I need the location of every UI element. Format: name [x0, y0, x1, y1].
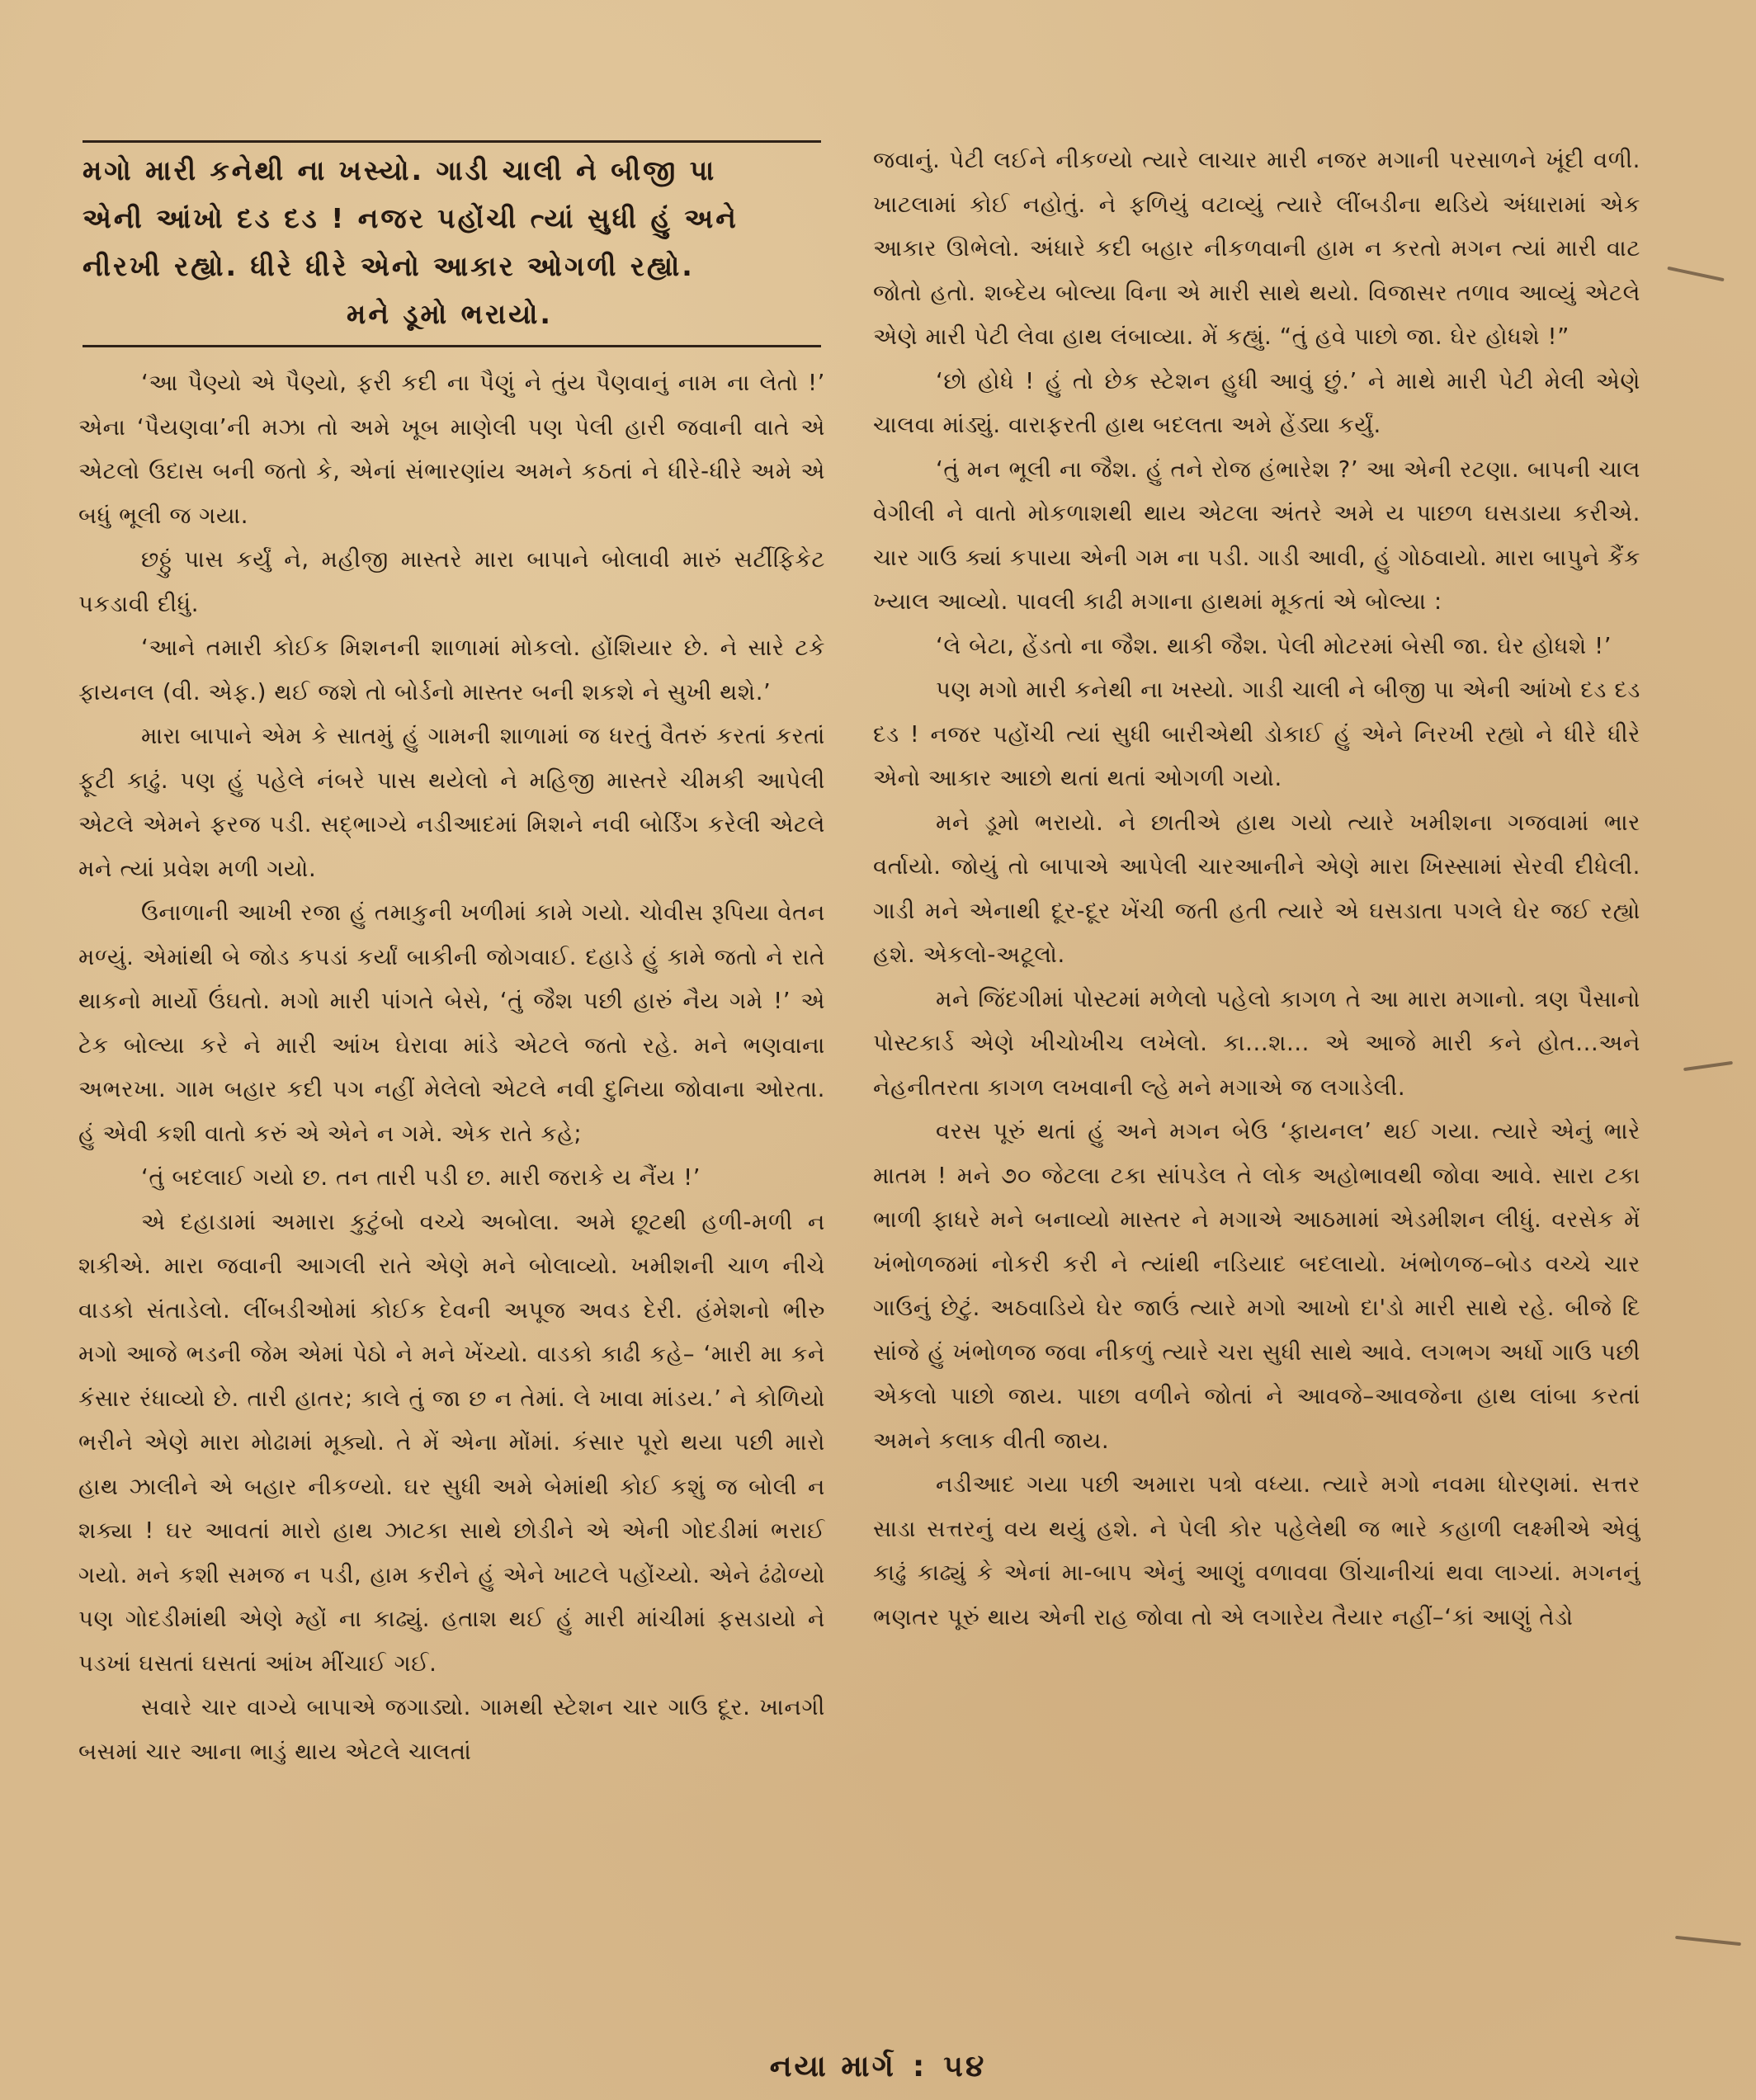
paragraph: મને જિંદગીમાં પોસ્ટમાં મળેલો પહેલો કાગળ તે આ મારા મગાનો. ત્રણ પૈસાનો પોસ્ટકાર્ડ એણે ખીચોખીચ લખેલો. કા...શ... એ આજે મારી કને હોત...અને નેહનીતરતા કાગળ લખવાની લ્હે મને મગાએ જ લગાડેલી. — [873, 985, 1640, 1101]
paragraph: નડીઆદ ગયા પછી અમારા પત્રો વધ્યા. ત્યારે મગો નવમા ધોરણમાં. સત્તર સાડા સત્તરનું વય થયું હશે. ને પેલી કોર પહેલેથી જ ભારે કહાળી લક્ષ્મીએ એવું કાઢું કાઢ્યું કે એનાં મા-બાપ એનું આણું વળાવવા ઊંચાનીચાં થવા લાગ્યાં. મગનનું ભણતર પૂરું થાય એની રાહ જોવા તો એ લગારેય તૈયાર નહીં–‘કાં આણું તેડો — [873, 1471, 1640, 1630]
pull-quote-line: એની આંખો દડ દડ ! નજર પહોંચી ત્યાં સુધી હું અને — [83, 202, 739, 234]
paragraph: ‘છો હોધે ! હું તો છેક સ્ટેશન હુધી આવું છું.’ ને માથે મારી પેટી મેલી એણે ચાલવા માંડ્યું. વારાફરતી હાથ બદલતા અમે હેંડ્યા કર્યું. — [873, 367, 1641, 438]
left-column — [78, 361, 825, 1774]
page-number: ૫૪ — [943, 2050, 987, 2083]
paragraph: વરસ પૂરું થતાં હું અને મગન બેઉ ‘ફાયનલ’ થઈ ગયા. ત્યારે એનું ભારે માતમ ! મને ૭૦ જેટલા ટકા સાંપડેલ તે લોક અહોભાવથી જોવા આવે. સારા ટકા ભાળી ફાધરે મને બનાવ્યો માસ્તર ને મગાએ આઠમામાં એડમીશન લીધું. વરસેક મેં ખંભોળજમાં નોકરી કરી ને ત્યાંથી નડિયાદ બદલાયો. ખંભોળજ–બોડ વચ્ચે ચાર ગાઉનું છેટું. અઠવાડિયે ઘેર જાઉં ત્યારે મગો આખો દા'ડો મારી સાથે રહે. બીજે દિ સાંજે હું ખંભોળજ જવા નીકળું ત્યારે ચરા સુધી સાથે આવે. લગભગ અર્ધો ગાઉ પછી એકલો પાછો જાય. પાછા વળીને જોતાં ને આવજે–આવજેના હાથ લાંબા કરતાં અમને કલાક વીતી જાય. — [873, 1118, 1640, 1454]
paragraph: મને ડૂમો ભરાયો. ને છાતીએ હાથ ગયો ત્યારે ખમીશના ગજવામાં ભાર વર્તાયો. જોયું તો બાપાએ આપેલી ચારઆનીને એણે મારા ખિસ્સામાં સેરવી દીધેલી. ગાડી મને એનાથી દૂર-દૂર ખેંચી જતી હતી ત્યારે એ ઘસડાતા પગલે ઘેર જઈ રહ્યો હશે. એકલો-અટૂલો. — [873, 809, 1640, 968]
magazine-name: નયા માર્ગ — [769, 2050, 896, 2083]
paper-tear-mark — [1683, 1061, 1733, 1071]
paragraph: એ દહાડામાં અમારા કુટુંબો વચ્ચે અબોલા. અમે છૂટથી હળી-મળી ન શકીએ. મારા જવાની આગલી રાતે એણે મને બોલાવ્યો. ખમીશની ચાળ નીચે વાડકો સંતાડેલો. લીંબડીઓમાં કોઈક દેવની અપૂજ અવડ દેરી. હંમેશનો ભીરુ મગો આજે ભડની જેમ એમાં પેઠો ને મને ખેંચ્યો. વાડકો કાઢી કહે– ‘મારી મા કને કંસાર રંધાવ્યો છે. તારી હાતર; કાલે તું જા છ ન તેમાં. લે ખાવા માંડય.’ ને કોળિયો ભરીને એણે મારા મોઢામાં મૂક્યો. તે મેં એના મોંમાં. કંસાર પૂરો થયા પછી મારો હાથ ઝાલીને એ બહાર નીકળ્યો. ઘર સુધી અમે બેમાંથી કોઈ કશું જ બોલી ન શક્યા ! ઘર આવતાં મારો હાથ ઝાટકા સાથે છોડીને એ એની ગોદડીમાં ભરાઈ ગયો. મને કશી સમજ ન પડી, હામ કરીને હું એને ખાટલે પહોંચ્યો. એને ઢંઢોળ્યો પણ ગોદડીમાંથી એણે મ્હોં ના કાઢ્યું. હતાશ થઈ હું મારી માંચીમાં ફસડાયો ને પડખાં ઘસતાં ઘસતાં આંખ મીંચાઈ ગઈ. — [78, 1208, 825, 1677]
paragraph: મારા બાપાને એમ કે સાતમું હું ગામની શાળામાં જ ધરતું વૈતરું કરતાં કરતાં ફૂટી કાઢું. પણ હું પહેલે નંબરે પાસ થયેલો ને મહિજી માસ્તરે ચીમકી આપેલી એટલે એમને ફરજ પડી. સદ્‌ભાગ્યે નડીઆદમાં મિશને નવી બોર્ડિંગ કરેલી એટલે મને ત્યાં પ્રવેશ મળી ગયો. — [78, 723, 825, 882]
paragraph: ‘તું બદલાઈ ગયો છ. તન તારી પડી છ. મારી જરાકે ય નૈંય !’ — [141, 1164, 701, 1191]
paper-tear-mark — [1675, 1936, 1741, 1946]
paper-tear-mark — [1667, 267, 1724, 281]
paragraph: પણ મગો મારી કનેથી ના ખસ્યો. ગાડી ચાલી ને બીજી પા એની આંખો દડ દડ દડ ! નજર પહોંચી ત્યાં સુધી બારીએથી ડોકાઈ હું એને નિરખી રહ્યો ને ધીરે ધીરે એનો આકાર આછો થતાં થતાં ઓગળી ગયો. — [873, 677, 1640, 791]
pull-quote-bottom-rule — [83, 345, 821, 347]
paragraph: ‘આને તમારી કોઈક મિશનની શાળામાં મોકલો. હોંશિયાર છે. ને સારે ટકે ફાયનલ (વી. એફ.) થઈ જશે તો બોર્ડનો માસ્તર બની શકશે ને સુખી થશે.’ — [78, 635, 825, 706]
footer-separator: : — [912, 2050, 928, 2083]
paragraph: ઉનાળાની આખી રજા હું તમાકુની ખળીમાં કામે ગયો. ચોવીસ રૂપિયા વેતન મળ્યું. એમાંથી બે જોડ કપડાં કર્યાં બાકીની જોગવાઈ. દહાડે હું કામે જતો ને રાતે થાકનો માર્યો ઉંઘતો. મગો મારી પાંગતે બેસે, ‘તું જૈશ પછી હારું નૈય ગમે !’ એ ટેક બોલ્યા કરે ને મારી આંખ ઘેરાવા માંડે એટલે જતો રહે. મને ભણવાના અભરખા. ગામ બહાર કદી પગ નહીં મેલેલો એટલે નવી દુનિયા જોવાના ઓરતા. હું એવી કશી વાતો કરું એ એને ન ગમે. એક રાતે કહે; — [78, 899, 825, 1147]
paragraph: છઠ્ઠું પાસ કર્યું ને, મહીજી માસ્તરે મારા બાપાને બોલાવી મારું સર્ટીફિકેટ પકડાવી દીધું. — [78, 546, 825, 617]
paragraph: ‘લે બેટા, હેંડતો ના જૈશ. થાકી જૈશ. પેલી મોટરમાં બેસી જા. ઘેર હોધશે !’ — [936, 632, 1612, 659]
right-column — [873, 139, 1640, 1640]
pull-quote-line: નીરખી રહ્યો. ધીરે ધીરે એનો આકાર ઓગળી રહ્યો. — [83, 250, 695, 282]
page-footer — [0, 2050, 1756, 2084]
pull-quote-top-rule — [83, 140, 821, 143]
pull-quote-line: મગો મારી કનેથી ના ખસ્યો. ગાડી ચાલી ને બીજી પા — [83, 154, 717, 186]
paragraph: સવારે ચાર વાગ્યે બાપાએ જગાડ્યો. ગામથી સ્ટેશન ચાર ગાઉ દૂર. ખાનગી બસમાં ચાર આના ભાડું થાય એટલે ચાલતાં — [78, 1694, 825, 1765]
paragraph: ‘આ પૈણ્યો એ પૈણ્યો, ફરી કદી ના પૈણું ને તુંય પૈણવાનું નામ ના લેતો !’ એના ‘પૈયણવા’ની મઝા તો અમે ખૂબ માણેલી પણ પેલી હારી જવાની વાતે એ એટલો ઉદાસ બની જતો કે, એનાં સંભારણાંય અમને કઠતાં ને ધીરે-ધીરે અમે એ બધું ભૂલી જ ગયા. — [78, 370, 825, 529]
pull-quote — [83, 147, 817, 338]
paragraph: ‘તું મન ભૂલી ના જૈશ. હું તને રોજ હંભારેશ ?’ આ એની રટણા. બાપની ચાલ વેગીલી ને વાતો મોકળાશથી થાય એટલા અંતરે અમે ય પાછળ ઘસડાયા કરીએ. ચાર ગાઉ ક્યાં કપાયા એની ગમ ના પડી. ગાડી આવી, હું ગોઠવાયો. મારા બાપુને કૈંક ખ્યાલ આવ્યો. પાવલી કાઢી મગાના હાથમાં મૂકતાં એ બોલ્યા : — [873, 455, 1640, 615]
paragraph: જવાનું. પેટી લઈને નીકળ્યો ત્યારે લાચાર મારી નજર મગાની પરસાળને ખૂંદી વળી. ખાટલામાં કોઈ નહોતું. ને ફળિયું વટાવ્યું ત્યારે લીંબડીના થડિયે અંધારામાં એક આકાર ઊભેલો. અંધારે કદી બહાર નીકળવાની હામ ન કરતો મગન ત્યાં મારી વાટ જોતો હતો. શબ્દેય બોલ્યા વિના એ મારી સાથે થયો. વિજાસર તળાવ આવ્યું એટલે એણે મારી પેટી લેવા હાથ લંબાવ્યા. મેં કહ્યું. “તું હવે પાછો જા. ઘેર હોધશે !” — [873, 147, 1640, 350]
pull-quote-line: મને ડૂમો ભરાયો. — [347, 298, 553, 330]
